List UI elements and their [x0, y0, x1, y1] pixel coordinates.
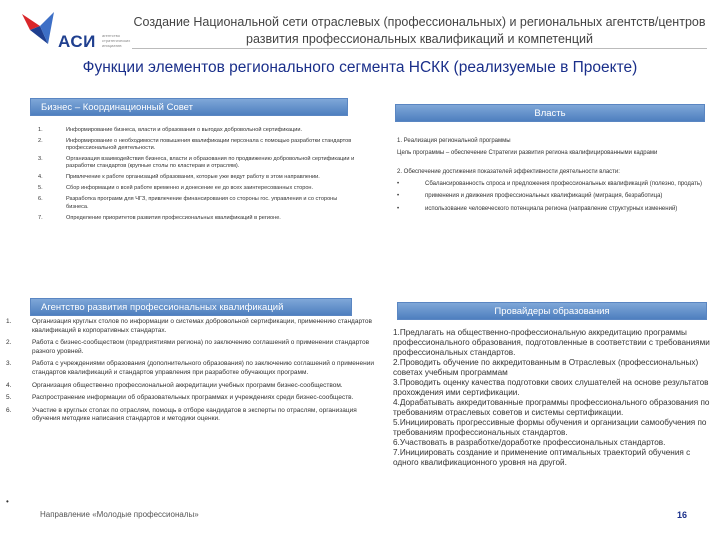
asi-logo	[20, 10, 130, 56]
slide-title: Функции элементов регионального сегмента НСКК (реализуемые в Проекте)	[82, 59, 638, 76]
providers-panel	[393, 328, 713, 500]
provider-line: 1.Предлагать на общественно-профессиональную аккредитацию программы профессионального образования, подготовленные в соответствии с требованиями профессиональных стандартов.	[393, 328, 710, 357]
list-item: • Сбалансированность спроса и предложения профессиональных квалификаций (полезно, продать)	[397, 180, 702, 187]
list-item: 5. Сбор информации о всей работе временно и донесение ее до всех заинтересованных сторон.	[38, 185, 314, 192]
list-item: • применения и движения профессиональных квалификаций (миграция, безработица)	[397, 193, 663, 200]
vlast-panel	[397, 138, 705, 278]
provider-line: 6.Участвовать в разработке/доработке профессиональных стандартов.	[393, 438, 666, 447]
list-item: • использование человеческого потенциала региона (направление структурных изменений)	[397, 205, 678, 212]
list-item: 6. Разработка программ для ЧГЗ, привлечение финансирования со стороны гос. управления и со стороны бизнеса.	[38, 196, 338, 210]
empty-bullet: •	[6, 497, 9, 506]
logo-subtitle: агентство стратегических инициатив	[102, 33, 131, 48]
vlast-point-1: 1. Реализация региональной программы	[397, 138, 511, 144]
agency-panel	[6, 318, 374, 498]
list-item: 6. Участие в круглых столах по отраслям, помощь в отборе кандидатов в эксперты по отраслям, организация обучения методике написания стандартов и методики оценки.	[6, 406, 357, 423]
list-item: 3. Организация взаимодействия бизнеса, власти и образования по продвижению добровольной сертификации и разработки стандартов (крупные столы по кластерам и отраслям).	[38, 156, 355, 170]
logo-text: АСИ	[58, 32, 96, 51]
agency-list	[6, 318, 374, 424]
page-header-title: Создание Национальной сети отраслевых (профессиональных) и региональных агентств/центров развития профессиональных квалификаций и компетенций	[133, 15, 706, 46]
provider-line: 3.Проводить оценку качества подготовки своих слушателей на основе результатов прохождения ими сертификации.	[393, 378, 709, 397]
list-item: 2. Работа с бизнес-сообществом (предприятиями региона) по заключению соглашений о применении стандартов разного уровней.	[6, 339, 370, 355]
business-council-list	[38, 127, 358, 222]
list-item: 1. Организация круглых столов по информации о системах добровольной сертификации, применению стандартов квалификаций в корпоративных стандартах.	[6, 318, 372, 334]
list-item: 2. Информирование о необходимости повышения квалификации персонала с помощью разработки стандартов профессиональной деятельности.	[38, 138, 352, 152]
header-divider	[132, 48, 707, 49]
vlast-bullets	[397, 181, 705, 214]
list-item: 4. Привлечение к работе организаций образования, которые уже ведут работу в этом направлении.	[38, 174, 320, 181]
page-number: 16	[677, 510, 688, 520]
vlast-point-2: 2. Обеспечение достижения показателей эффективности деятельности власти:	[397, 169, 620, 176]
provider-line: 2.Проводить обучение по аккредитованным в Отраслевых (профессиональных) советах учебным программам	[393, 358, 699, 377]
list-item: 3. Работа с учреждениями образования (дополнительного образования) по заключению соглашений о применении стандартов квалификаций и стандартов управления при разработке обучающих программ.	[6, 360, 374, 376]
business-council-header: Бизнес – Координационный Совет	[30, 98, 348, 116]
business-council-panel	[38, 127, 358, 287]
logo-mark-icon	[20, 10, 60, 56]
provider-line: 7.Инициировать создание и применение оптимальных траекторий обучения с одного квалификационного уровня на другой.	[393, 448, 691, 467]
footer-direction-label: Направление «Молодые профессионалы»	[40, 510, 199, 519]
providers-header: Провайдеры образования	[397, 302, 707, 320]
provider-line: 5.Инициировать прогрессивные формы обучения и организации самообучения по требованиям профессиональных стандартов.	[393, 418, 707, 437]
list-item: 4. Организация общественно профессиональной аккредитации учебных программ бизнес-сообществом.	[6, 381, 343, 389]
agency-header: Агентство развития профессиональных квалификаций	[30, 298, 352, 316]
list-item: 5. Распространение информации об образовательных программах и учреждениях среди бизнес-сообществ.	[6, 394, 354, 402]
list-item: 1. Информирование бизнеса, власти и образования о выгодах добровольной сертификации.	[38, 127, 303, 133]
provider-line: 4.Дорабатывать аккредитованные программы профессионального образования по требованиям отраслевых советов и системы сертификации.	[393, 398, 710, 417]
vlast-header: Власть	[395, 104, 705, 122]
vlast-goal: Цель программы – обеспечение Стратегии развития региона квалифицированными кадрами	[397, 149, 658, 156]
list-item: 7. Определение приоритетов развития профессиональных квалификаций в регионе.	[38, 214, 281, 221]
